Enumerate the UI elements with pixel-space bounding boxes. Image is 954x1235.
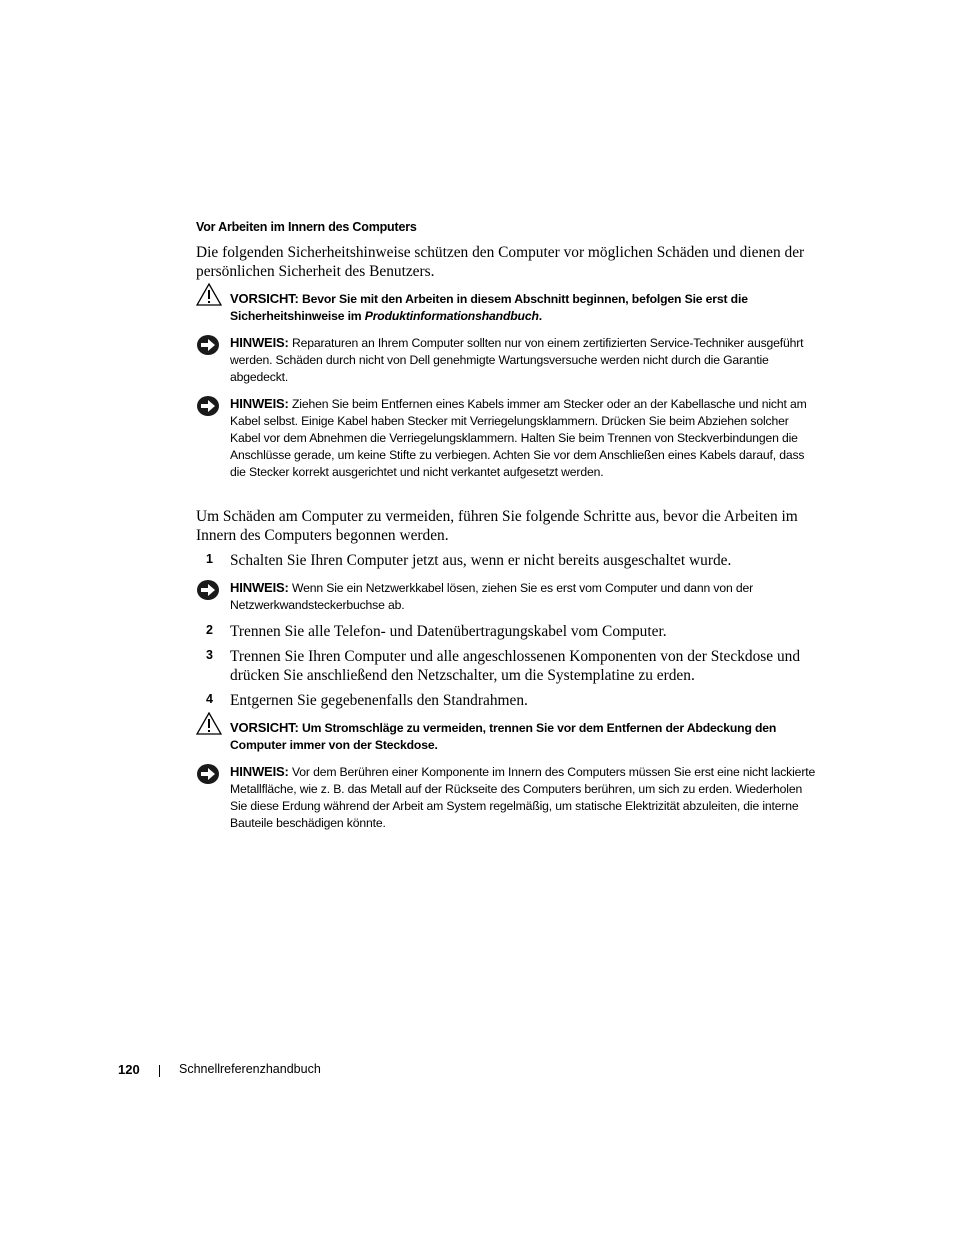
- notice-note-4: [196, 763, 816, 832]
- notice-text: Reparaturen an Ihrem Computer sollten nur von einem zertifizierten Service-Techniker ausgeführt werden. Schäden durch nicht von Dell genehmigte Wartungsversuche werden nicht durch die Garantie abgedeckt.: [230, 336, 804, 384]
- step-text: Schalten Sie Ihren Computer jetzt aus, wenn er nicht bereits ausgeschaltet wurde.: [230, 552, 732, 569]
- notice-text: Ziehen Sie beim Entfernen eines Kabels immer am Stecker oder an der Kabellasche und nicht am Kabel selbst. Einige Kabel haben Stecker mit Verriegelungsklammern. Drücken Sie beim Abziehen solcher Kabel vor dem Abnehmen die Verriegelungsklammern. Halten Sie beim Trennen von Steckverbindungen die Anschlüsse gerade, um keine Stifte zu verbiegen. Achten Sie vor dem Anschließen eines Kabels darauf, dass die Stecker korrekt ausgerichtet und nicht verkantet aufgesetzt werden.: [230, 397, 807, 479]
- caution-label: VORSICHT:: [230, 291, 299, 306]
- steps-intro-paragraph: Um Schäden am Computer zu vermeiden, führen Sie folgende Schritte aus, bevor die Arbeiten im Innern des Computers begonnen werden.: [196, 508, 798, 544]
- footer-title: Schnellreferenzhandbuch: [179, 1062, 321, 1076]
- notice-label: HINWEIS:: [230, 764, 289, 779]
- caution-note-2: [196, 712, 816, 754]
- step-text: Trennen Sie Ihren Computer und alle angeschlossenen Komponenten von der Steckdose und drücken Sie anschließend den Netzschalter, um die Systemplatine zu erden.: [230, 648, 801, 684]
- footer-separator: [159, 1065, 160, 1077]
- notice-note-2: [196, 395, 816, 481]
- caution-label: VORSICHT:: [230, 720, 299, 735]
- notice-note-1: [196, 334, 816, 386]
- notice-text: Wenn Sie ein Netzwerkkabel lösen, ziehen Sie es erst vom Computer und dann von der Netzwerkwandsteckerbuchse ab.: [230, 581, 753, 612]
- step-number: 3: [206, 648, 213, 662]
- step-text: Trennen Sie alle Telefon- und Datenübertragungskabel vom Computer.: [230, 623, 667, 640]
- step-2: [196, 622, 816, 641]
- step-number: 2: [206, 623, 213, 637]
- caution-text: Bevor Sie mit den Arbeiten in diesem Abschnitt beginnen, befolgen Sie erst die Sicherheitshinweise im: [230, 292, 748, 323]
- step-1: [196, 551, 816, 570]
- page-footer: [0, 1061, 954, 1081]
- step-number: 1: [206, 552, 213, 566]
- notice-note-3: [196, 579, 816, 614]
- arrow-circle-icon: [196, 763, 220, 785]
- warning-triangle-icon: [196, 712, 222, 735]
- step-text: Entgernen Sie gegebenenfalls den Standrahmen.: [230, 692, 528, 709]
- step-4: [196, 691, 816, 710]
- notice-label: HINWEIS:: [230, 580, 289, 595]
- notice-text: Vor dem Berühren einer Komponente im Innern des Computers müssen Sie erst eine nicht lackierte Metallfläche, wie z. B. das Metall auf der Rückseite des Computers berühren, um sich zu erden. Wiederholen Sie diese Erdung während der Arbeit am System regelmäßig, um statische Elektrizität abzuleiten, die interne Bauteile beschädigen könnte.: [230, 765, 816, 830]
- notice-label: HINWEIS:: [230, 335, 289, 350]
- intro-paragraph: Die folgenden Sicherheitshinweise schützen den Computer vor möglichen Schäden und dienen der persönlichen Sicherheit des Benutzers.: [196, 244, 805, 280]
- step-3: [196, 647, 816, 685]
- arrow-circle-icon: [196, 579, 220, 601]
- caution-text: Um Stromschläge zu vermeiden, trennen Sie vor dem Entfernen der Abdeckung den Computer immer von der Steckdose.: [230, 721, 777, 752]
- arrow-circle-icon: [196, 395, 220, 417]
- section-heading: Vor Arbeiten im Innern des Computers: [196, 220, 417, 234]
- caution-italic-reference: Produktinformationshandbuch: [364, 309, 539, 323]
- arrow-circle-icon: [196, 334, 220, 356]
- notice-label: HINWEIS:: [230, 396, 289, 411]
- warning-triangle-icon: [196, 283, 222, 306]
- caution-note-1: VORSICHT: Bevor Sie mit den Arbeiten in diesem Abschnitt beginnen, befolgen Sie erst die Sicherheitshinweise im Produktinformationshandbuch.: [196, 283, 816, 325]
- page-number: 120: [118, 1062, 140, 1077]
- step-number: 4: [206, 692, 213, 706]
